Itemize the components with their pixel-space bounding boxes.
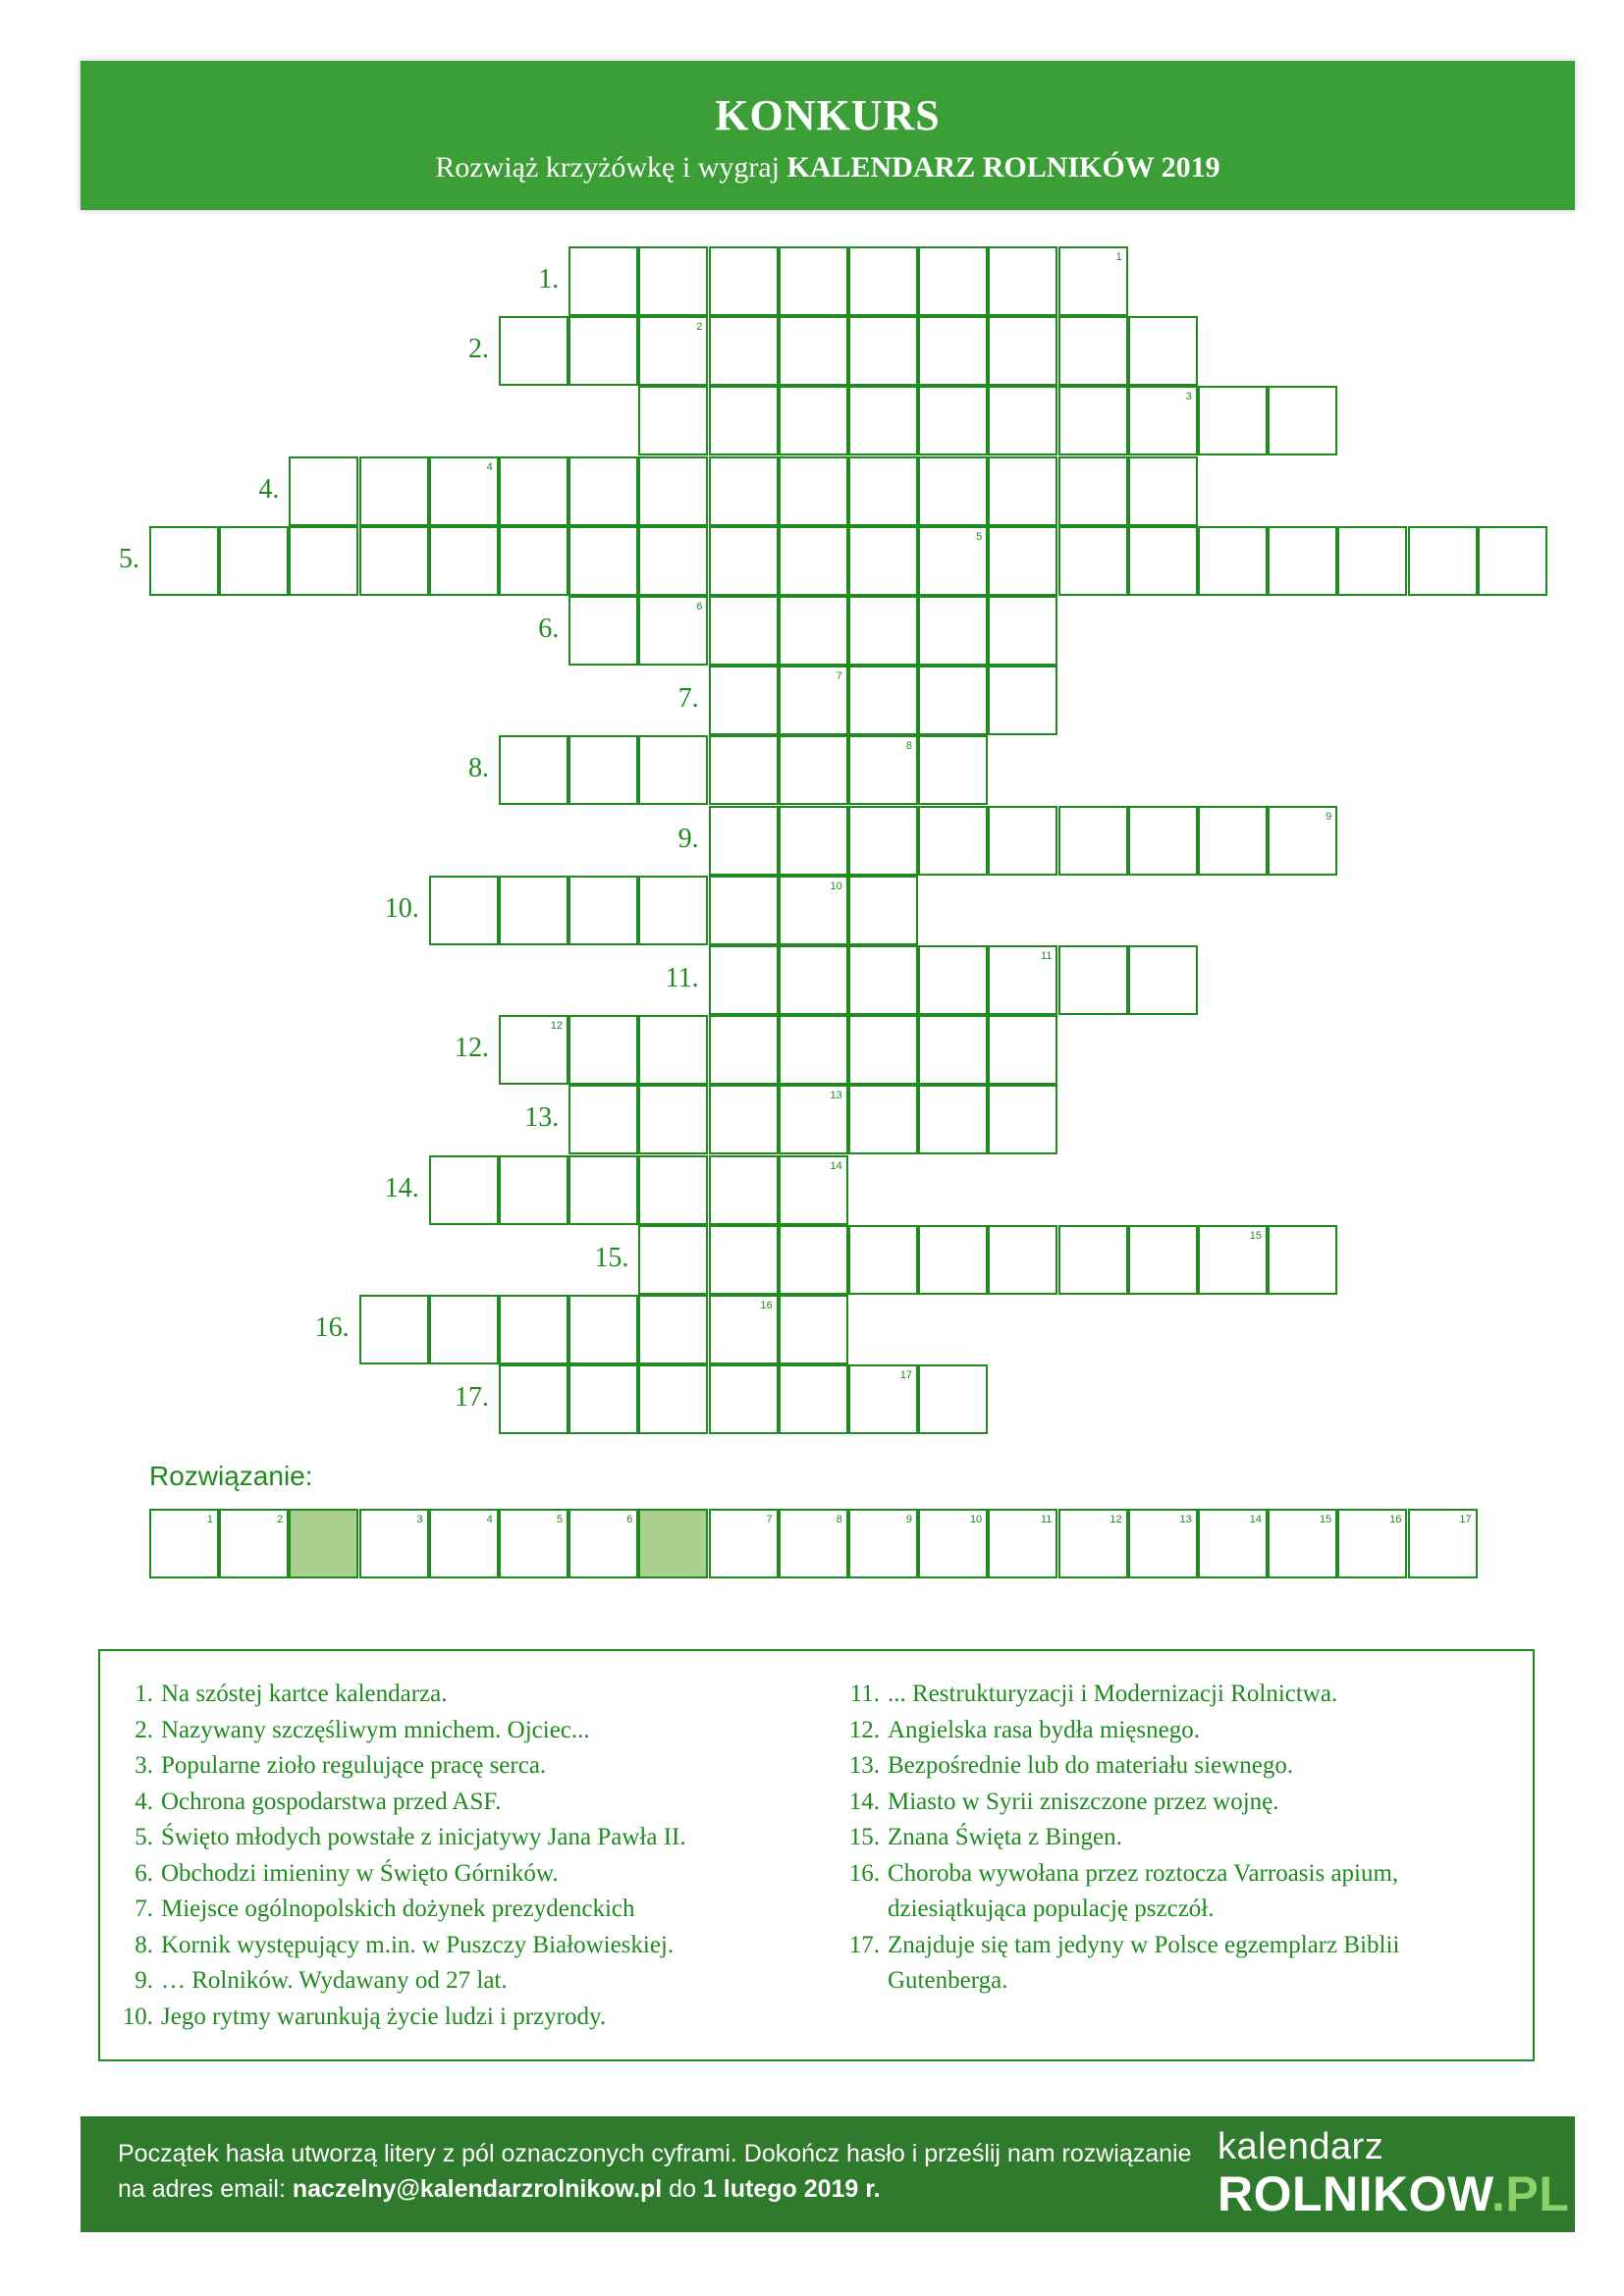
row-number-14: 14. bbox=[384, 1172, 419, 1203]
crossword-cell[interactable] bbox=[779, 1085, 848, 1154]
crossword-cell[interactable] bbox=[779, 876, 848, 945]
crossword-cell[interactable] bbox=[429, 1295, 499, 1364]
crossword-cell[interactable] bbox=[638, 1225, 708, 1295]
crossword-cell[interactable] bbox=[988, 945, 1057, 1015]
crossword-cell[interactable] bbox=[848, 1225, 918, 1295]
crossword-cell[interactable] bbox=[1128, 526, 1198, 596]
crossword-cell[interactable] bbox=[568, 876, 638, 945]
crossword-cell[interactable] bbox=[709, 945, 779, 1015]
clue-text: Ochrona gospodarstwa przed ASF. bbox=[161, 1788, 502, 1815]
clue-item bbox=[110, 1677, 817, 1713]
crossword-cell[interactable] bbox=[709, 456, 779, 526]
clue-number: 1. bbox=[135, 1681, 153, 1707]
solution-cell-index: 17 bbox=[1459, 1514, 1472, 1525]
clue-number: 4. bbox=[135, 1788, 153, 1815]
crossword-cell[interactable] bbox=[1198, 806, 1268, 876]
crossword-cell[interactable] bbox=[848, 1085, 918, 1154]
crossword-cell[interactable] bbox=[848, 386, 918, 455]
clue-item bbox=[837, 1928, 1524, 2000]
clue-number: 11. bbox=[849, 1681, 880, 1707]
solution-cell[interactable] bbox=[568, 1509, 638, 1578]
solution-cell-index: 5 bbox=[556, 1514, 563, 1525]
crossword-cell[interactable] bbox=[429, 456, 499, 526]
crossword-cell[interactable] bbox=[709, 1155, 779, 1225]
row-number-9: 9. bbox=[677, 823, 699, 854]
clue-text: Miejsce ogólnopolskich dożynek prezydenckich bbox=[161, 1896, 635, 1922]
clue-item bbox=[110, 1856, 817, 1893]
crossword-cell[interactable] bbox=[779, 386, 848, 455]
solution-cell-blank bbox=[638, 1509, 708, 1578]
cell-clue-index: 9 bbox=[1326, 810, 1332, 823]
crossword-cell[interactable] bbox=[638, 316, 708, 386]
clue-item bbox=[110, 1928, 817, 1964]
crossword-cell[interactable] bbox=[988, 526, 1057, 596]
crossword-cell[interactable] bbox=[918, 945, 988, 1015]
crossword-cell[interactable] bbox=[568, 456, 638, 526]
solution-cell-index: 13 bbox=[1179, 1514, 1192, 1525]
solution-cell[interactable] bbox=[1198, 1509, 1268, 1578]
crossword-cell[interactable] bbox=[918, 316, 988, 386]
row-number-8: 8. bbox=[468, 753, 489, 784]
solution-cell-index: 12 bbox=[1110, 1514, 1122, 1525]
solution-cell-index: 16 bbox=[1389, 1514, 1402, 1525]
cell-clue-index: 16 bbox=[760, 1300, 773, 1311]
crossword-cell[interactable] bbox=[709, 876, 779, 945]
crossword-cell[interactable] bbox=[1268, 526, 1337, 596]
row-number-15: 15. bbox=[594, 1242, 629, 1273]
clue-item bbox=[837, 1713, 1524, 1749]
crossword-cell[interactable] bbox=[568, 1085, 638, 1154]
solution-cell[interactable] bbox=[1128, 1509, 1198, 1578]
crossword-cell[interactable] bbox=[568, 1155, 638, 1225]
crossword-cell[interactable] bbox=[918, 1364, 988, 1434]
clue-item bbox=[837, 1677, 1524, 1713]
solution-cell[interactable] bbox=[1058, 1509, 1128, 1578]
row-number-11: 11. bbox=[665, 963, 699, 993]
clue-item bbox=[110, 1820, 817, 1856]
crossword-cell[interactable] bbox=[918, 526, 988, 596]
crossword-cell[interactable] bbox=[499, 876, 568, 945]
crossword-cell[interactable] bbox=[1058, 806, 1128, 876]
footer-email-prefix: na adres email: bbox=[118, 2175, 293, 2203]
footer-instructions: Początek hasła utworzą litery z pól oznaczonych cyframi. Dokończ hasło i prześlij nam rozwiązanie bbox=[118, 2140, 1192, 2167]
logo-main bbox=[1218, 2165, 1569, 2222]
clue-item bbox=[110, 1963, 817, 2000]
row-number-12: 12. bbox=[455, 1033, 489, 1064]
clues-left-column bbox=[110, 1677, 817, 2035]
crossword-cell[interactable] bbox=[638, 1015, 708, 1085]
crossword-cell[interactable] bbox=[1268, 806, 1337, 876]
solution-cell[interactable] bbox=[1268, 1509, 1337, 1578]
crossword-cell[interactable] bbox=[429, 1155, 499, 1225]
crossword-cell[interactable] bbox=[638, 596, 708, 666]
solution-cell-index: 7 bbox=[766, 1514, 773, 1525]
crossword-cell[interactable] bbox=[1198, 1225, 1268, 1295]
clue-item bbox=[110, 1892, 817, 1928]
crossword-cell[interactable] bbox=[1058, 945, 1128, 1015]
cell-clue-index: 7 bbox=[836, 670, 842, 683]
clue-text: ... Restrukturyzacji i Modernizacji Rolnictwa. bbox=[888, 1681, 1338, 1707]
footer-email[interactable]: naczelny@kalendarzrolnikow.pl bbox=[292, 2175, 663, 2203]
crossword-cell[interactable] bbox=[779, 1015, 848, 1085]
row-number-2: 2. bbox=[468, 334, 489, 365]
solution-cell-index: 11 bbox=[1040, 1514, 1053, 1525]
clue-item bbox=[837, 1856, 1524, 1928]
row-number-10: 10. bbox=[384, 892, 419, 924]
clue-text: Angielska rasa bydła mięsnego. bbox=[888, 1716, 1200, 1743]
crossword-cell[interactable] bbox=[848, 1364, 918, 1434]
crossword-cell[interactable] bbox=[1128, 945, 1198, 1015]
cell-clue-index: 17 bbox=[899, 1369, 912, 1382]
crossword-cell[interactable] bbox=[1478, 526, 1547, 596]
crossword-cell[interactable] bbox=[289, 526, 358, 596]
clue-number: 17. bbox=[848, 1931, 880, 1958]
crossword-cell[interactable] bbox=[568, 526, 638, 596]
crossword-cell[interactable] bbox=[709, 735, 779, 805]
crossword-cell[interactable] bbox=[289, 456, 358, 526]
crossword-cell[interactable] bbox=[918, 386, 988, 455]
crossword-cell[interactable] bbox=[1128, 386, 1198, 455]
crossword-cell[interactable] bbox=[1058, 1225, 1128, 1295]
row-number-6: 6. bbox=[538, 614, 560, 644]
crossword-cell[interactable] bbox=[848, 526, 918, 596]
crossword-cell[interactable] bbox=[499, 1015, 568, 1085]
solution-cell-index: 9 bbox=[905, 1514, 912, 1525]
crossword-cell[interactable] bbox=[988, 1225, 1057, 1295]
clue-number: 16. bbox=[848, 1859, 880, 1887]
crossword-cell[interactable] bbox=[1058, 386, 1128, 455]
crossword-cell[interactable] bbox=[568, 1295, 638, 1364]
crossword-cell[interactable] bbox=[848, 945, 918, 1015]
solution-cell[interactable] bbox=[848, 1509, 918, 1578]
solution-cell-index: 1 bbox=[206, 1514, 213, 1525]
crossword-cell[interactable] bbox=[219, 526, 289, 596]
crossword-cell[interactable] bbox=[1268, 1225, 1337, 1295]
crossword-cell[interactable] bbox=[988, 1085, 1057, 1154]
crossword-cell[interactable] bbox=[709, 386, 779, 455]
crossword-cell[interactable] bbox=[779, 1295, 848, 1364]
solution-cell-index: 4 bbox=[486, 1514, 493, 1525]
crossword-cell[interactable] bbox=[1128, 806, 1198, 876]
clue-text: Święto młodych powstałe z inicjatywy Jana Pawła II. bbox=[161, 1824, 686, 1850]
clue-item bbox=[110, 1748, 817, 1785]
solution-cell-index: 6 bbox=[626, 1514, 633, 1525]
solution-cell[interactable] bbox=[429, 1509, 499, 1578]
crossword-cell[interactable] bbox=[709, 1364, 779, 1434]
crossword-cell[interactable] bbox=[1058, 316, 1128, 386]
crossword-cell[interactable] bbox=[918, 1225, 988, 1295]
crossword-cell[interactable] bbox=[568, 1015, 638, 1085]
crossword-cell[interactable] bbox=[779, 596, 848, 666]
crossword-cell[interactable] bbox=[638, 876, 708, 945]
clue-item bbox=[837, 1820, 1524, 1856]
cell-clue-index: 5 bbox=[976, 530, 983, 543]
crossword-cell[interactable] bbox=[1058, 456, 1128, 526]
crossword-cell[interactable] bbox=[1128, 1225, 1198, 1295]
crossword-cell[interactable] bbox=[779, 666, 848, 735]
clue-text: Obchodzi imieniny w Święto Górników. bbox=[161, 1859, 559, 1887]
crossword-cell[interactable] bbox=[848, 666, 918, 735]
crossword-cell[interactable] bbox=[988, 596, 1057, 666]
logo-main-word: ROLNIKOW bbox=[1218, 2166, 1491, 2221]
subtitle-prize: KALENDARZ ROLNIKÓW 2019 bbox=[786, 151, 1220, 184]
crossword-cell[interactable] bbox=[499, 316, 568, 386]
solution-cell[interactable] bbox=[988, 1509, 1057, 1578]
crossword-cell[interactable] bbox=[499, 526, 568, 596]
clue-number: 14. bbox=[848, 1788, 880, 1815]
crossword-cell[interactable] bbox=[709, 596, 779, 666]
crossword-cell[interactable] bbox=[848, 806, 918, 876]
crossword-cell[interactable] bbox=[779, 456, 848, 526]
crossword-cell[interactable] bbox=[568, 1364, 638, 1434]
crossword-cell[interactable] bbox=[1198, 386, 1268, 455]
cell-clue-index: 6 bbox=[696, 601, 703, 613]
clue-text: Popularne zioło regulujące pracę serca. bbox=[161, 1752, 547, 1779]
crossword-cell[interactable] bbox=[988, 456, 1057, 526]
crossword-cell[interactable] bbox=[709, 666, 779, 735]
crossword-cell[interactable] bbox=[499, 1364, 568, 1434]
crossword-cell[interactable] bbox=[709, 526, 779, 596]
clue-text: Miasto w Syrii zniszczone przez wojnę. bbox=[888, 1788, 1279, 1815]
crossword-cell[interactable] bbox=[988, 666, 1057, 735]
crossword-cell[interactable] bbox=[359, 1295, 429, 1364]
crossword-cell[interactable] bbox=[638, 1295, 708, 1364]
crossword-cell[interactable] bbox=[638, 735, 708, 805]
crossword-cell[interactable] bbox=[149, 526, 219, 596]
crossword-cell[interactable] bbox=[779, 1225, 848, 1295]
clue-number: 2. bbox=[135, 1716, 153, 1743]
clue-number: 12. bbox=[848, 1716, 880, 1743]
crossword-cell[interactable] bbox=[1128, 456, 1198, 526]
crossword-cell[interactable] bbox=[638, 1364, 708, 1434]
crossword-cell[interactable] bbox=[988, 316, 1057, 386]
crossword-cell[interactable] bbox=[918, 735, 988, 805]
crossword-cell[interactable] bbox=[1337, 526, 1407, 596]
crossword-cell[interactable] bbox=[709, 316, 779, 386]
footer-mid: do bbox=[662, 2175, 703, 2203]
crossword-cell[interactable] bbox=[499, 1295, 568, 1364]
crossword-cell[interactable] bbox=[638, 456, 708, 526]
crossword-cell[interactable] bbox=[1408, 526, 1478, 596]
clue-number: 6. bbox=[135, 1859, 153, 1887]
crossword-cell[interactable] bbox=[499, 456, 568, 526]
solution-cell[interactable] bbox=[1408, 1509, 1478, 1578]
crossword-cell[interactable] bbox=[988, 246, 1057, 316]
crossword-cell[interactable] bbox=[779, 526, 848, 596]
clue-item bbox=[837, 1785, 1524, 1821]
solution-cell-blank bbox=[289, 1509, 358, 1578]
crossword-cell[interactable] bbox=[918, 596, 988, 666]
crossword-cell[interactable] bbox=[568, 246, 638, 316]
crossword-cell[interactable] bbox=[1128, 316, 1198, 386]
cell-clue-index: 12 bbox=[550, 1020, 563, 1033]
clue-text: Bezpośrednie lub do materiału siewnego. bbox=[888, 1752, 1294, 1779]
row-number-5: 5. bbox=[119, 543, 139, 574]
crossword-cell[interactable] bbox=[779, 1155, 848, 1225]
clue-text: Na szóstej kartce kalendarza. bbox=[161, 1681, 448, 1707]
crossword-cell[interactable] bbox=[779, 1364, 848, 1434]
clue-text: Choroba wywołana przez roztocza Varroasis apium, dziesiątkująca populację pszczół. bbox=[888, 1859, 1399, 1922]
crossword-cell[interactable] bbox=[709, 806, 779, 876]
solution-cell[interactable] bbox=[359, 1509, 429, 1578]
clue-number: 10. bbox=[122, 2002, 153, 2030]
crossword-cell[interactable] bbox=[709, 1225, 779, 1295]
clue-item bbox=[837, 1748, 1524, 1785]
crossword-cell[interactable] bbox=[779, 316, 848, 386]
crossword-cell[interactable] bbox=[779, 735, 848, 805]
crossword-cell[interactable] bbox=[848, 316, 918, 386]
crossword-cell[interactable] bbox=[638, 1085, 708, 1154]
cell-clue-index: 15 bbox=[1249, 1229, 1262, 1242]
crossword-cell[interactable] bbox=[779, 945, 848, 1015]
crossword-cell[interactable] bbox=[429, 876, 499, 945]
cell-clue-index: 13 bbox=[830, 1090, 842, 1102]
cell-clue-index: 4 bbox=[486, 460, 493, 473]
solution-label: Rozwiązanie: bbox=[149, 1461, 313, 1491]
crossword-cell[interactable] bbox=[848, 456, 918, 526]
clue-item bbox=[110, 2000, 817, 2036]
cell-clue-index: 11 bbox=[1040, 950, 1053, 962]
crossword-cell[interactable] bbox=[918, 1085, 988, 1154]
cell-clue-index: 1 bbox=[1115, 251, 1122, 263]
solution-cell[interactable] bbox=[779, 1509, 848, 1578]
crossword-cell[interactable] bbox=[359, 526, 429, 596]
cell-clue-index: 10 bbox=[830, 880, 842, 892]
crossword-cell[interactable] bbox=[568, 596, 638, 666]
cell-clue-index: 2 bbox=[696, 321, 703, 334]
clue-text: Kornik występujący m.in. w Puszczy Białowieskiej. bbox=[161, 1931, 675, 1958]
crossword-cell[interactable] bbox=[918, 1015, 988, 1085]
crossword-cell[interactable] bbox=[988, 806, 1057, 876]
solution-cell-index: 15 bbox=[1319, 1514, 1332, 1525]
crossword-cell[interactable] bbox=[359, 456, 429, 526]
crossword-cell[interactable] bbox=[1058, 526, 1128, 596]
clue-item bbox=[110, 1785, 817, 1821]
solution-cell-index: 14 bbox=[1249, 1514, 1262, 1525]
row-number-16: 16. bbox=[314, 1312, 350, 1343]
subtitle-prefix: Rozwiąż krzyżówkę i wygraj bbox=[435, 151, 787, 184]
clue-number: 9. bbox=[135, 1967, 153, 1994]
clue-text: Znajduje się tam jedyny w Polsce egzemplarz Biblii Gutenberga. bbox=[888, 1931, 1400, 1994]
clue-text: Jego rytmy warunkują życie ludzi i przyrody. bbox=[161, 2002, 607, 2030]
row-number-4: 4. bbox=[258, 473, 280, 505]
crossword-cell[interactable] bbox=[779, 246, 848, 316]
crossword-cell[interactable] bbox=[988, 1015, 1057, 1085]
contest-title: KONKURS bbox=[715, 91, 941, 139]
crossword-cell[interactable] bbox=[988, 386, 1057, 455]
crossword-cell[interactable] bbox=[1058, 246, 1128, 316]
cell-clue-index: 8 bbox=[905, 740, 912, 753]
solution-cell[interactable] bbox=[219, 1509, 289, 1578]
crossword-cell[interactable] bbox=[638, 526, 708, 596]
logo-top: kalendarz bbox=[1218, 2126, 1384, 2167]
crossword-cell[interactable] bbox=[848, 735, 918, 805]
crossword-cell[interactable] bbox=[918, 806, 988, 876]
footer-deadline: 1 lutego 2019 r. bbox=[702, 2175, 881, 2203]
crossword-cell[interactable] bbox=[918, 456, 988, 526]
solution-cell-index: 3 bbox=[416, 1514, 423, 1525]
cell-clue-index: 14 bbox=[830, 1159, 842, 1172]
crossword-cell[interactable] bbox=[568, 735, 638, 805]
crossword-cell[interactable] bbox=[1268, 386, 1337, 455]
row-number-13: 13. bbox=[524, 1102, 560, 1134]
crossword-cell[interactable] bbox=[638, 386, 708, 455]
clue-item bbox=[110, 1713, 817, 1749]
row-number-7: 7. bbox=[677, 683, 699, 715]
solution-cell[interactable] bbox=[709, 1509, 779, 1578]
clue-number: 8. bbox=[135, 1931, 153, 1958]
crossword-cell[interactable] bbox=[499, 1155, 568, 1225]
solution-cell-index: 8 bbox=[836, 1514, 842, 1525]
crossword-cell[interactable] bbox=[848, 1015, 918, 1085]
crossword-cell[interactable] bbox=[638, 246, 708, 316]
crossword-cell[interactable] bbox=[848, 596, 918, 666]
clue-text: Znana Święta z Bingen. bbox=[888, 1824, 1122, 1850]
row-number-17: 17. bbox=[455, 1382, 489, 1414]
crossword-cell[interactable] bbox=[848, 246, 918, 316]
crossword-cell[interactable] bbox=[499, 735, 568, 805]
solution-cell[interactable] bbox=[1337, 1509, 1407, 1578]
solution-cell[interactable] bbox=[918, 1509, 988, 1578]
solution-cell-index: 2 bbox=[277, 1514, 284, 1525]
logo-suffix: .PL bbox=[1490, 2166, 1570, 2221]
cell-clue-index: 3 bbox=[1185, 391, 1192, 403]
footer-contact bbox=[118, 2175, 881, 2204]
crossword-cell[interactable] bbox=[709, 1085, 779, 1154]
clue-number: 13. bbox=[848, 1752, 880, 1779]
clue-number: 15. bbox=[848, 1824, 880, 1850]
crossword-cell[interactable] bbox=[568, 316, 638, 386]
crossword-cell[interactable] bbox=[709, 246, 779, 316]
row-number-1: 1. bbox=[538, 264, 560, 294]
solution-cell[interactable] bbox=[149, 1509, 219, 1578]
crossword-cell[interactable] bbox=[638, 1155, 708, 1225]
solution-cell[interactable] bbox=[499, 1509, 568, 1578]
crossword-cell[interactable] bbox=[779, 806, 848, 876]
crossword-cell[interactable] bbox=[1198, 526, 1268, 596]
crossword-cell[interactable] bbox=[848, 876, 918, 945]
clue-text: … Rolników. Wydawany od 27 lat. bbox=[161, 1967, 508, 1994]
kalendarz-rolnikow-logo bbox=[1218, 2126, 1570, 2224]
clue-text: Nazywany szczęśliwym mnichem. Ojciec... bbox=[161, 1716, 590, 1743]
crossword-cell[interactable] bbox=[709, 1015, 779, 1085]
clues-right-column bbox=[837, 1677, 1524, 2000]
clue-number: 3. bbox=[135, 1752, 153, 1779]
clue-number: 7. bbox=[135, 1896, 153, 1922]
crossword-cell[interactable] bbox=[918, 246, 988, 316]
crossword-cell[interactable] bbox=[429, 526, 499, 596]
footer-banner bbox=[81, 2116, 1575, 2232]
clue-number: 5. bbox=[135, 1824, 153, 1850]
solution-cell-index: 10 bbox=[969, 1514, 983, 1525]
crossword-cell[interactable] bbox=[709, 1295, 779, 1364]
crossword-cell[interactable] bbox=[918, 666, 988, 735]
clues-box bbox=[98, 1649, 1535, 2061]
